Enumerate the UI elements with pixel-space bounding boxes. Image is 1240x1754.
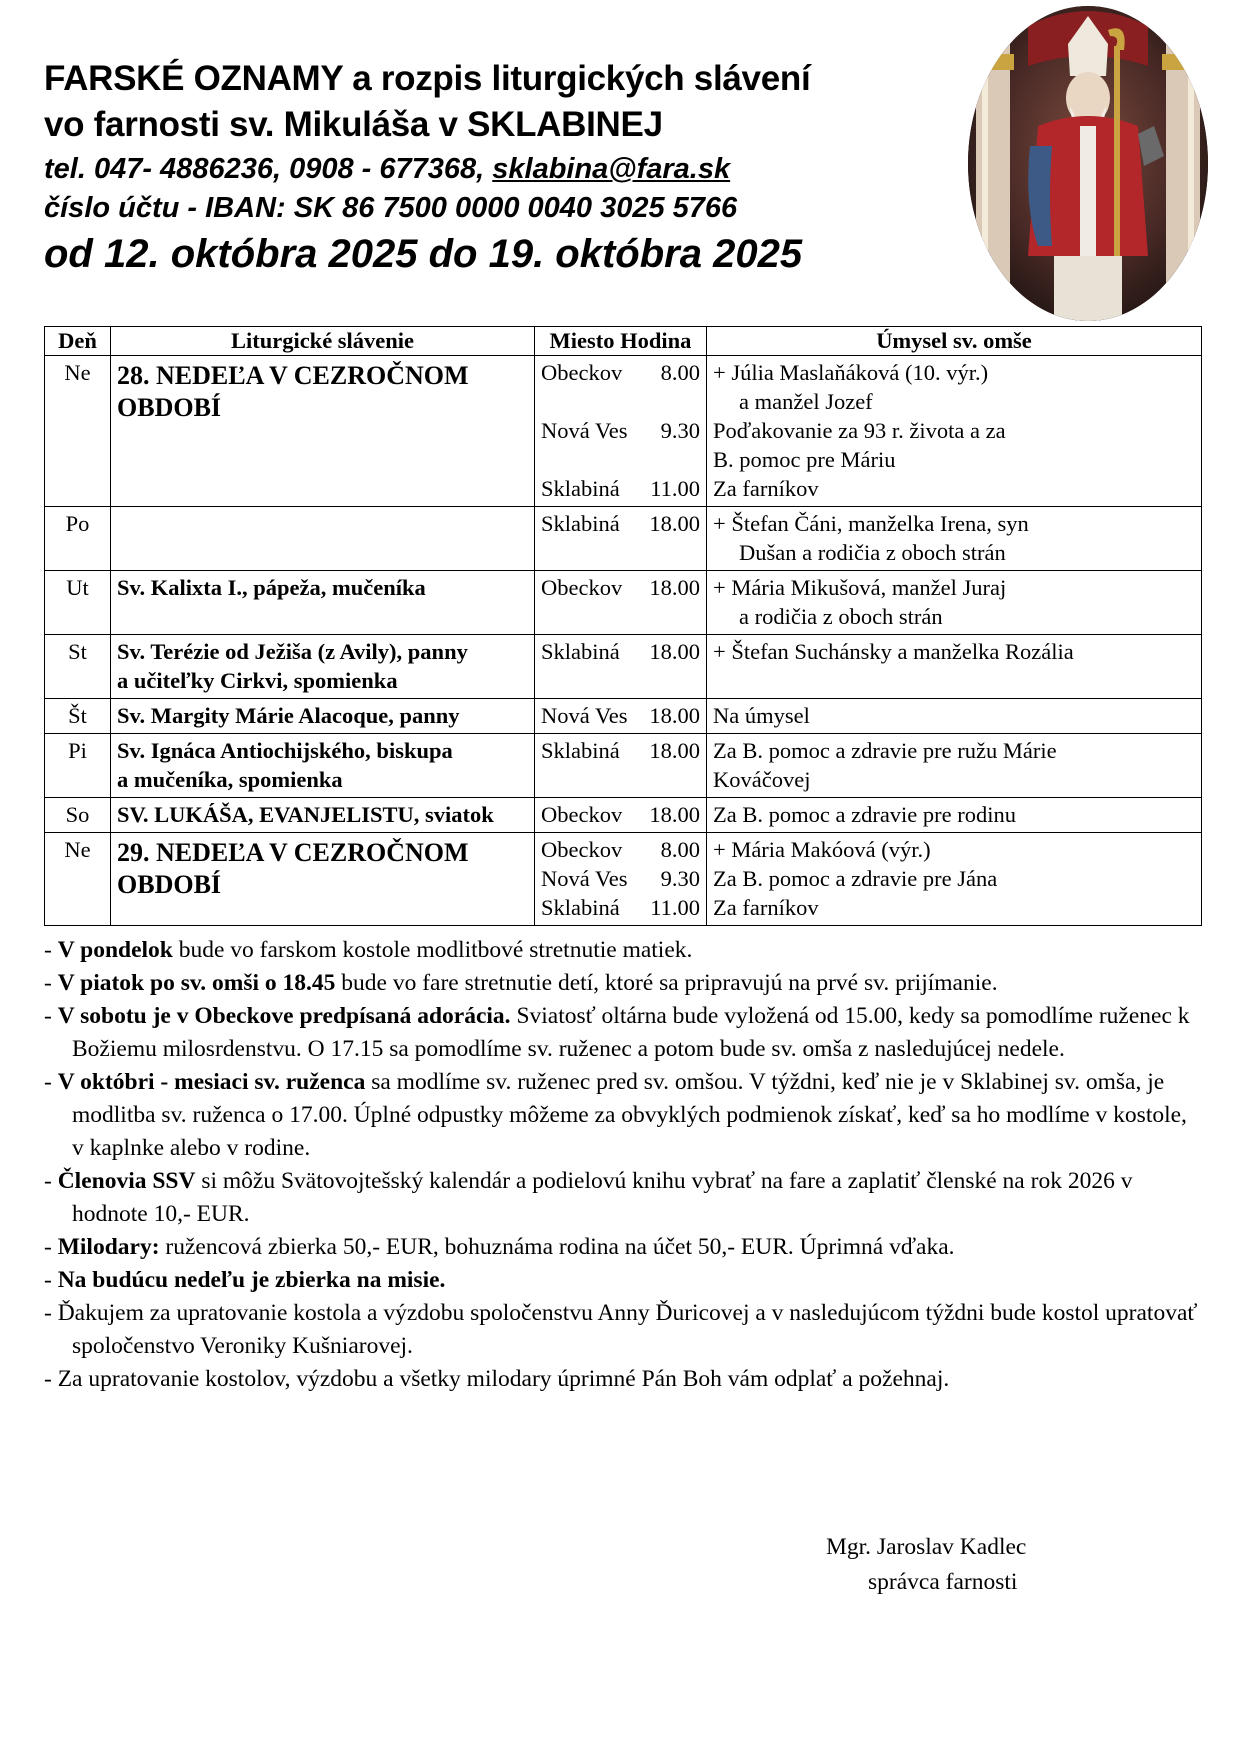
- intention-line: + Mária Makóová (výr.): [713, 837, 931, 862]
- intention-line: Za B. pomoc a zdravie pre rodinu: [713, 802, 1017, 827]
- place-time-cell: [535, 699, 707, 734]
- liturgy-cell: [111, 734, 535, 798]
- liturgy-line: OBDOBÍ: [117, 393, 222, 422]
- time: 18.00: [649, 703, 700, 728]
- intention-line: Za farníkov: [713, 476, 819, 501]
- time: 11.00: [650, 895, 700, 920]
- place: Sklabiná: [541, 895, 620, 920]
- place-time-cell: [535, 571, 707, 635]
- intention-line: Za farníkov: [713, 895, 819, 920]
- intention-line: + Štefan Čáni, manželka Irena, syn: [713, 511, 1029, 536]
- announcement-item: - V októbri - mesiaci sv. ruženca sa modlíme sv. ruženec pred sv. omšou. V týždni, keď nie je v Sklabinej sv. omša, je modlitba sv. ruženca o 17.00. Úplné odpustky môžeme za obvyklých podmienok získať, keď sa ho modlíme v kostole, v kaplnke alebo v rodine.: [44, 1069, 1187, 1161]
- announcement-item: - Ďakujem za upratovanie kostola a výzdobu spoločenstvu Anny Ďuricovej a v nasledujúcom týždni bude kostol upratovať spoločenstvo Veroniky Kušniarovej.: [44, 1300, 1198, 1359]
- intention-cell: [707, 798, 1202, 833]
- liturgy-cell: Sv. Margity Márie Alacoque, panny: [111, 699, 535, 734]
- place-time-cell: [535, 635, 707, 699]
- intention-line: + Mária Mikušová, manžel Juraj: [713, 575, 1007, 600]
- announcement-item: - V pondelok bude vo farskom kostole modlitbové stretnutie matiek.: [44, 937, 693, 963]
- day-cell: Pi: [45, 734, 111, 798]
- table-row: [45, 798, 1202, 833]
- intention-cell: [707, 734, 1202, 798]
- intention-line: + Júlia Maslaňáková (10. výr.): [713, 360, 989, 385]
- place: Sklabiná: [541, 738, 620, 763]
- time: 18.00: [649, 639, 700, 664]
- liturgy-cell: SV. LUKÁŠA, EVANJELISTU, sviatok: [111, 798, 535, 833]
- table-row: [45, 699, 1202, 734]
- liturgy-line: 29. NEDEĽA V CEZROČNOM: [117, 838, 469, 867]
- place: Sklabiná: [541, 511, 620, 536]
- contact-line: [44, 152, 974, 187]
- bank-account: číslo účtu - IBAN: SK 86 7500 0000 0040 3025 5766: [44, 192, 738, 224]
- intention-cell: [707, 507, 1202, 571]
- liturgy-cell: [111, 507, 535, 571]
- intention-line: Za B. pomoc a zdravie pre ružu Márie: [713, 738, 1057, 763]
- place: Obeckov: [541, 837, 623, 862]
- table-row: [45, 635, 1202, 699]
- place: Obeckov: [541, 802, 623, 827]
- place-time-cell: [535, 507, 707, 571]
- table-header-row: [45, 327, 1202, 356]
- date-range: od 12. októbra 2025 do 19. októbra 2025: [44, 232, 803, 276]
- announcement-item: - V piatok po sv. omši o 18.45 bude vo fare stretnutie detí, ktoré sa pripravujú na prvé sv. prijímanie.: [44, 970, 998, 996]
- time: 11.00: [650, 476, 700, 501]
- signature-role: správca farnosti: [868, 1569, 1018, 1595]
- intention-cell: [707, 833, 1202, 926]
- time: 9.30: [660, 866, 700, 891]
- table-row: [45, 356, 1202, 507]
- saint-nicholas-image: [968, 6, 1208, 321]
- signature-block: [826, 1530, 1026, 1600]
- place: Obeckov: [541, 575, 623, 600]
- intention-line: B. pomoc pre Máriu: [713, 447, 896, 472]
- col-intention-header: Úmysel sv. omše: [707, 327, 1202, 356]
- place: Sklabiná: [541, 476, 620, 501]
- table-row: [45, 507, 1202, 571]
- place-time-cell: [535, 734, 707, 798]
- place: Obeckov: [541, 360, 623, 385]
- liturgy-line: Sv. Ignáca Antiochijského, biskupa: [117, 738, 453, 763]
- time: 18.00: [649, 738, 700, 763]
- intention-line: a manžel Jozef: [739, 389, 873, 414]
- col-place-time-header: Miesto Hodina: [535, 327, 707, 356]
- liturgy-schedule-table: [44, 326, 1202, 926]
- liturgy-line: a mučeníka, spomienka: [117, 767, 343, 792]
- time: 9.30: [660, 418, 700, 443]
- table-row: [45, 734, 1202, 798]
- time: 8.00: [660, 837, 700, 862]
- place: Nová Ves: [541, 866, 628, 891]
- liturgy-line: Sv. Terézie od Ježiša (z Avily), panny: [117, 639, 468, 664]
- intention-line: + Štefan Suchánsky a manželka Rozália: [713, 639, 1074, 664]
- announcement-item: - Členovia SSV si môžu Svätovojtešský kalendár a podielovú knihu vybrať na fare a zaplatiť členské na rok 2026 v hodnote 10,- EUR.: [44, 1168, 1133, 1227]
- email-link[interactable]: sklabina@fara.sk: [492, 153, 731, 185]
- intention-line: Dušan a rodičia z oboch strán: [739, 540, 1006, 565]
- announcement-item: - V sobotu je v Obeckove predpísaná adorácia. Sviatosť oltárna bude vyložená od 15.00, kedy sa pomodlíme ruženec k Božiemu milosrdenstvu. O 17.15 sa pomodlíme sv. ruženec a potom bude sv. omša z nasledujúcej nedele.: [44, 1003, 1190, 1062]
- table-row: [45, 571, 1202, 635]
- place-time-cell: [535, 833, 707, 926]
- day-cell: Št: [45, 699, 111, 734]
- title-line-2: vo farnosti sv. Mikuláša v SKLABINEJ: [44, 105, 663, 144]
- day-cell: Ne: [45, 833, 111, 926]
- intention-line: a rodičia z oboch strán: [739, 604, 943, 629]
- col-liturgy-header: Liturgické slávenie: [111, 327, 535, 356]
- col-day-header: Deň: [45, 327, 111, 356]
- intention-line: Poďakovanie za 93 r. života a za: [713, 418, 1006, 443]
- intention-cell: [707, 699, 1202, 734]
- place-time-cell: [535, 798, 707, 833]
- intention-line: Na úmysel: [713, 703, 810, 728]
- time: 18.00: [649, 511, 700, 536]
- liturgy-line: OBDOBÍ: [117, 870, 222, 899]
- title-line-1: FARSKÉ OZNAMY a rozpis liturgických slávení: [44, 59, 811, 98]
- time: 8.00: [660, 360, 700, 385]
- liturgy-cell: [111, 635, 535, 699]
- liturgy-line: 28. NEDEĽA V CEZROČNOM: [117, 361, 469, 390]
- place: Nová Ves: [541, 418, 628, 443]
- intention-line: Kováčovej: [713, 767, 811, 792]
- intention-cell: [707, 356, 1202, 507]
- document-header: [44, 56, 974, 278]
- liturgy-cell: [111, 833, 535, 926]
- phone-numbers: tel. 047- 4886236, 0908 - 677368,: [44, 153, 493, 185]
- announcement-item: - Za upratovanie kostolov, výzdobu a všetky milodary úprimné Pán Boh vám odplať a požehnaj.: [44, 1366, 950, 1392]
- liturgy-cell: [111, 356, 535, 507]
- day-cell: Po: [45, 507, 111, 571]
- announcement-item: - Na budúcu nedeľu je zbierka na misie.: [44, 1267, 446, 1293]
- announcements-list: [44, 934, 1204, 1396]
- liturgy-cell: Sv. Kalixta I., pápeža, mučeníka: [111, 571, 535, 635]
- time: 18.00: [649, 802, 700, 827]
- signature-name: Mgr. Jaroslav Kadlec: [826, 1534, 1027, 1560]
- day-cell: St: [45, 635, 111, 699]
- intention-cell: [707, 571, 1202, 635]
- announcement-item: - Milodary: ružencová zbierka 50,- EUR, bohuznáma rodina na účet 50,- EUR. Úprimná vďaka.: [44, 1234, 955, 1260]
- day-cell: Ne: [45, 356, 111, 507]
- place-time-cell: [535, 356, 707, 507]
- place: Sklabiná: [541, 639, 620, 664]
- table-row: [45, 833, 1202, 926]
- intention-line: Za B. pomoc a zdravie pre Jána: [713, 866, 998, 891]
- day-cell: So: [45, 798, 111, 833]
- liturgy-line: a učiteľky Cirkvi, spomienka: [117, 668, 398, 693]
- intention-cell: [707, 635, 1202, 699]
- day-cell: Ut: [45, 571, 111, 635]
- place: Nová Ves: [541, 703, 628, 728]
- time: 18.00: [649, 575, 700, 600]
